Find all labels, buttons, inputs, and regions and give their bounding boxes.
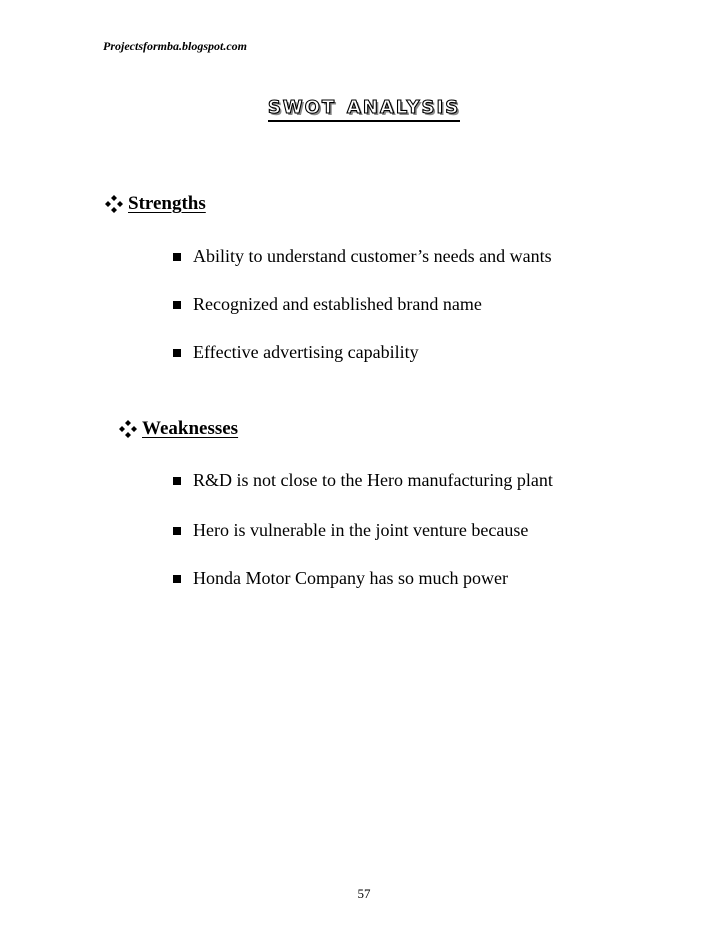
header-site-name: Projectsformba.blogspot.com (103, 39, 247, 53)
list-item (173, 520, 528, 541)
list-item (173, 470, 553, 491)
list-item-text: Effective advertising capability (193, 342, 419, 362)
page-title: swot analysis (268, 90, 460, 122)
list-item-text: Hero is vulnerable in the joint venture because (193, 520, 529, 540)
list-item (173, 246, 552, 267)
square-bullet-icon (173, 477, 181, 485)
section-label: Weaknesses (142, 418, 239, 439)
page-number: 57 (357, 886, 371, 901)
square-bullet-icon (173, 527, 181, 535)
square-bullet-icon (173, 349, 181, 357)
square-bullet-icon (173, 301, 181, 309)
list-item (173, 568, 508, 589)
section-heading-strengths (105, 193, 206, 215)
list-item (173, 294, 482, 315)
page-title-wrapper (0, 90, 728, 122)
list-item-text: Honda Motor Company has so much power (193, 568, 508, 588)
list-item-text: Recognized and established brand name (193, 294, 482, 314)
list-item-text: R&D is not close to the Hero manufacturing plant (193, 470, 553, 490)
list-item-text: Ability to understand customer’s needs and wants (193, 246, 552, 266)
list-item (173, 342, 419, 363)
square-bullet-icon (173, 575, 181, 583)
section-label: Strengths (128, 193, 206, 214)
square-bullet-icon (173, 253, 181, 261)
section-heading-weaknesses (119, 418, 238, 440)
four-diamond-icon (119, 420, 137, 438)
four-diamond-icon (105, 195, 123, 213)
